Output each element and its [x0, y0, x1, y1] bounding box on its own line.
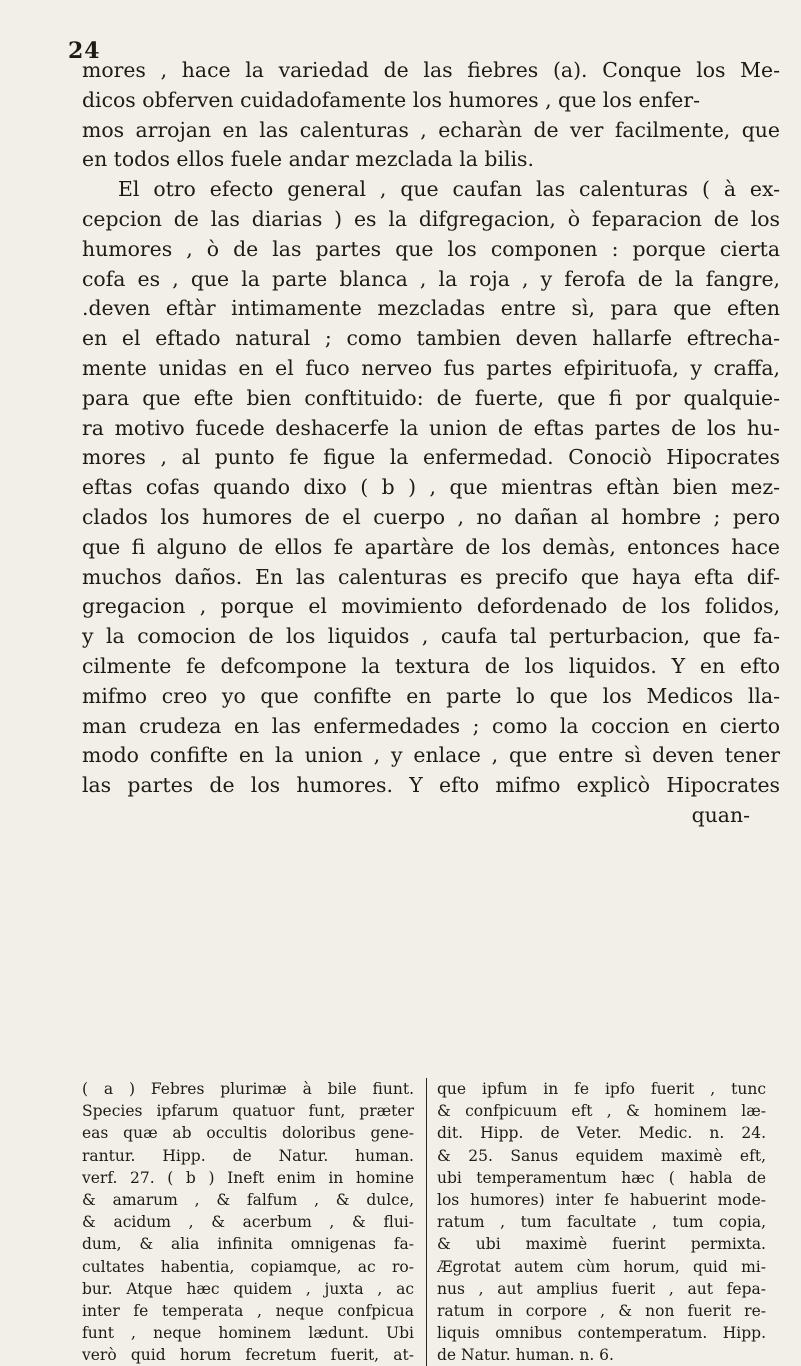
footnote-line: ubi temperamentum hæc ( habla de	[437, 1168, 766, 1187]
footnote-line: rantur. Hipp. de Natur. human.	[82, 1146, 414, 1165]
text-line: modo confifte en la union , y enlace , que entre sì deven tener	[82, 743, 780, 768]
text-line: cofa es , que la parte blanca , la roja , y ferofa de la fangre,	[82, 266, 780, 291]
footnote-line: eas quæ ab occultis doloribus gene-	[82, 1124, 414, 1143]
footnote-line: ratum in corpore , & non fuerit re-	[437, 1301, 766, 1320]
text-line: mores , hace la variedad de las fiebres (a). Conque los Me-	[82, 58, 780, 82]
text-line: cilmente fe defcompone la textura de los liquidos. Y en efto	[82, 653, 780, 678]
text-line: para que efte bien conftituido: de fuerte, que fi por qualquie-	[82, 385, 780, 410]
footnote-column-left	[82, 1078, 422, 1366]
main-text-block	[82, 56, 780, 831]
footnote-line: Species ipfarum quatuor funt, præter	[82, 1102, 414, 1121]
footnote-line: & 25. Sanus equidem maximè eft,	[437, 1146, 766, 1165]
footnote-line: liquis omnibus contemperatum. Hipp.	[437, 1324, 766, 1343]
footnote-line: cultates habentia, copiamque, ac ro-	[82, 1257, 414, 1276]
text-line: que fi alguno de ellos fe apartàre de los demàs, entonces hace	[82, 534, 780, 559]
text-line: mente unidas en el fuco nerveo fus partes efpirituofa, y craffa,	[82, 355, 780, 380]
footnote-line: los humores) inter fe habuerint mode-	[437, 1190, 766, 1209]
text-line: muchos daños. En las calenturas es precifo que haya efta dif-	[82, 564, 780, 589]
footnote-line: dit. Hipp. de Veter. Medic. n. 24.	[437, 1124, 766, 1143]
footnote-line: & acidum , & acerbum , & flui-	[82, 1213, 414, 1232]
footnote-line: inter fe temperata , neque confpicua	[82, 1301, 414, 1320]
text-line: man crudeza en las enfermedades ; como la coccion en cierto	[82, 713, 780, 738]
text-line: y la comocion de los liquidos , caufa tal perturbacion, que fa-	[82, 624, 780, 649]
text-line: en todos ellos fuele andar mezclada la bilis.	[82, 147, 534, 172]
text-line: ra motivo fucede deshacerfe la union de eftas partes de los hu-	[82, 415, 780, 440]
text-line: mifmo creo yo que confifte en parte lo que los Medicos lla-	[82, 683, 780, 708]
footnote-line: de Natur. human. n. 6.	[437, 1346, 614, 1365]
text-line: clados los humores de el cuerpo , no dañan al hombre ; pero	[82, 504, 780, 529]
text-line: .deven eftàr intimamente mezcladas entre sì, para que eften	[82, 296, 780, 321]
footnote-column-right	[426, 1078, 766, 1366]
text-line: gregacion , porque el movimiento defordenado de los folidos,	[82, 594, 780, 619]
footnote-line: & amarum , & falfum , & dulce,	[82, 1190, 414, 1209]
text-line: El otro efecto general , que caufan las calenturas ( à ex-	[118, 177, 780, 202]
text-line: mos arrojan en las calenturas , echaràn de ver facilmente, que	[82, 117, 780, 142]
footnote-line: verf. 27. ( b ) Ineft enim in homine	[82, 1168, 414, 1187]
text-line: mores , al punto fe figue la enfermedad. Conociò Hipocrates	[82, 445, 780, 470]
footnote-line: bur. Atque hæc quidem , juxta , ac	[82, 1279, 414, 1298]
footnote-line: que ipfum in fe ipfo fuerit , tunc	[437, 1080, 766, 1098]
footnote-line: & ubi maximè fuerint permixta.	[437, 1235, 766, 1254]
page-number: 24	[68, 38, 101, 64]
footnote-line: nus , aut amplius fuerit , aut fepa-	[437, 1279, 766, 1298]
footnote-line: Ægrotat autem cùm horum, quid mi-	[437, 1257, 766, 1276]
footnotes	[82, 1078, 782, 1366]
footnote-line: ratum , tum facultate , tum copia,	[437, 1213, 766, 1232]
text-line: cepcion de las diarias ) es la difgregacion, ò feparacion de los	[82, 206, 780, 231]
text-line: dicos obferven cuidadofamente los humores , que los enfer-	[82, 87, 700, 112]
footnote-line: ( a ) Febres plurimæ à bile fiunt.	[82, 1080, 414, 1098]
text-line: las partes de los humores. Y efto mifmo explicò Hipocrates	[82, 773, 780, 798]
text-line: humores , ò de las partes que los componen : porque cierta	[82, 236, 780, 261]
catchword: quan-	[691, 802, 750, 827]
footnote-line: dum, & alia infinita omnigenas fa-	[82, 1235, 414, 1254]
footnote-line: verò quid horum fecretum fuerit, at-	[82, 1346, 414, 1365]
text-line: eftas cofas quando dixo ( b ) , que mientras eftàn bien mez-	[82, 475, 780, 500]
text-line: en el eftado natural ; como tambien deven hallarfe eftrecha-	[82, 326, 780, 351]
footnote-line: funt , neque hominem lædunt. Ubi	[82, 1324, 414, 1343]
footnote-line: & confpicuum eft , & hominem læ-	[437, 1102, 766, 1121]
